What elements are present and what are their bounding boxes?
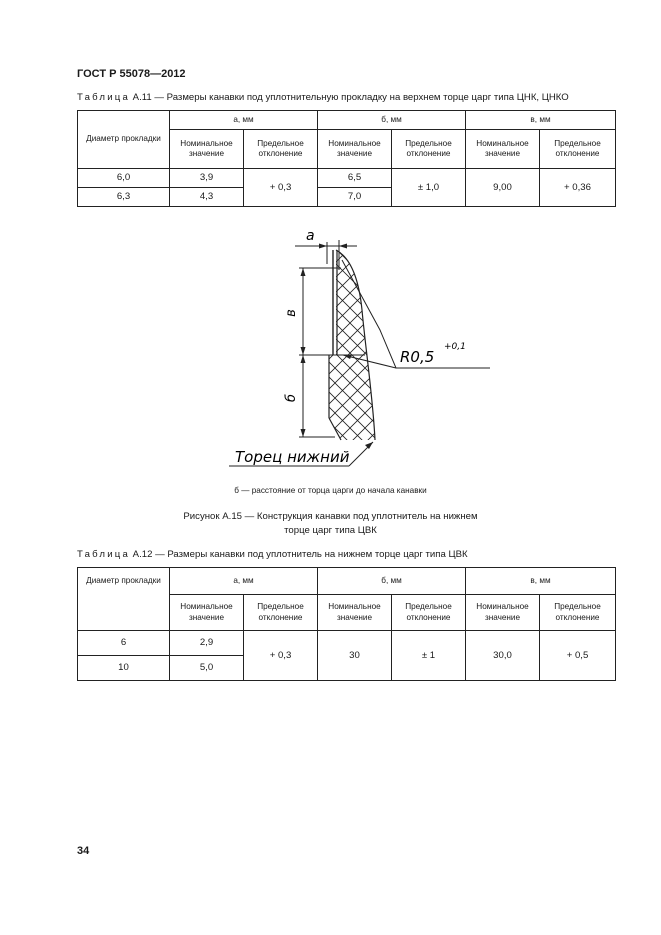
table-a12-a-nominal-cell: 2,9	[170, 631, 244, 656]
table-a12-a-deviation-cell: + 0,3	[244, 631, 318, 681]
table-a11-diameter-cell: 6,3	[78, 188, 170, 207]
table-a11-header-b-deviation: Предельное отклонение	[392, 130, 466, 169]
table-a11-b-nominal-cell: 7,0	[318, 188, 392, 207]
radius-tolerance: +0,1	[444, 342, 466, 352]
table-a12-b-nominal-cell: 30	[318, 631, 392, 681]
table-a11-b-nominal-cell: 6,5	[318, 169, 392, 188]
label-v: в	[284, 309, 299, 317]
table-a11-header-diameter: Диаметр прокладки	[78, 111, 170, 169]
table-a12-caption-word: Таблица	[77, 549, 131, 560]
table-a12-diameter-cell: 10	[78, 656, 170, 681]
table-a12-header-v-nominal: Номинальное значение	[466, 595, 540, 631]
table-a11-caption-text: А.11 — Размеры канавки под уплотнительную прокладку на верхнем торце царг типа ЦНК, ЦНКО	[130, 92, 569, 103]
table-a11-v-nominal-cell: 9,00	[466, 169, 540, 207]
table-a12-header-v-deviation: Предельное отклонение	[540, 595, 616, 631]
table-a12-header-a-nominal: Номинальное значение	[170, 595, 244, 631]
table-a12-header-b: б, мм	[318, 568, 466, 595]
table-a11-caption-word: Таблица	[77, 92, 131, 103]
table-a11-a-nominal-cell: 3,9	[170, 169, 244, 188]
groove-drawing	[215, 218, 505, 480]
table-a12-header-diameter: Диаметр прокладки	[78, 568, 170, 631]
table-a11-header-a-nominal: Номинальное значение	[170, 130, 244, 169]
table-a11-v-deviation-cell: + 0,36	[540, 169, 616, 207]
document-header: ГОСТ Р 55078—2012	[77, 68, 186, 80]
end-callout	[229, 442, 373, 466]
table-a11-header-a-deviation: Предельное отклонение	[244, 130, 318, 169]
table-a12-v-nominal-cell: 30,0	[466, 631, 540, 681]
page-number: 34	[77, 845, 90, 857]
end-label: Торец нижний	[235, 448, 350, 466]
table-row	[78, 169, 616, 188]
table-a12-v-deviation-cell: + 0,5	[540, 631, 616, 681]
table-a12-diameter-cell: 6	[78, 631, 170, 656]
table-a11-header-v-nominal: Номинальное значение	[466, 130, 540, 169]
figure-caption-line2: торце царг типа ЦВК	[284, 525, 377, 536]
table-a11-a-deviation-cell: + 0,3	[244, 169, 318, 207]
figure-caption-line1: Рисунок А.15 — Конструкция канавки под уплотнитель на нижнем	[183, 511, 478, 522]
table-a12-a-nominal-cell: 5,0	[170, 656, 244, 681]
table-a11-header-b: б, мм	[318, 111, 466, 130]
table-a11-header-v-deviation: Предельное отклонение	[540, 130, 616, 169]
table-a12-header-a-deviation: Предельное отклонение	[244, 595, 318, 631]
table-a11-header-a: а, мм	[170, 111, 318, 130]
label-a: a	[306, 228, 315, 244]
table-a12	[77, 567, 616, 681]
table-a11-header-v: в, мм	[466, 111, 616, 130]
table-a12-header-a: а, мм	[170, 568, 318, 595]
table-a11-a-nominal-cell: 4,3	[170, 188, 244, 207]
table-a12-b-deviation-cell: ± 1	[392, 631, 466, 681]
table-a11-header-b-nominal: Номинальное значение	[318, 130, 392, 169]
table-a12-header-b-nominal: Номинальное значение	[318, 595, 392, 631]
table-a12-header-v: в, мм	[466, 568, 616, 595]
label-b: б	[284, 393, 299, 403]
table-a11-diameter-cell: 6,0	[78, 169, 170, 188]
table-a11-caption	[77, 92, 569, 103]
radius-label: R0,5	[400, 348, 435, 366]
table-a12-caption	[77, 549, 468, 560]
figure-note: б — расстояние от торца царги до начала канавки	[234, 486, 427, 495]
table-a12-caption-text: А.12 — Размеры канавки под уплотнитель на нижнем торце царг типа ЦВК	[130, 549, 468, 560]
table-a12-header-b-deviation: Предельное отклонение	[392, 595, 466, 631]
table-a11	[77, 110, 616, 207]
table-a11-b-deviation-cell: ± 1,0	[392, 169, 466, 207]
table-row	[78, 631, 616, 656]
